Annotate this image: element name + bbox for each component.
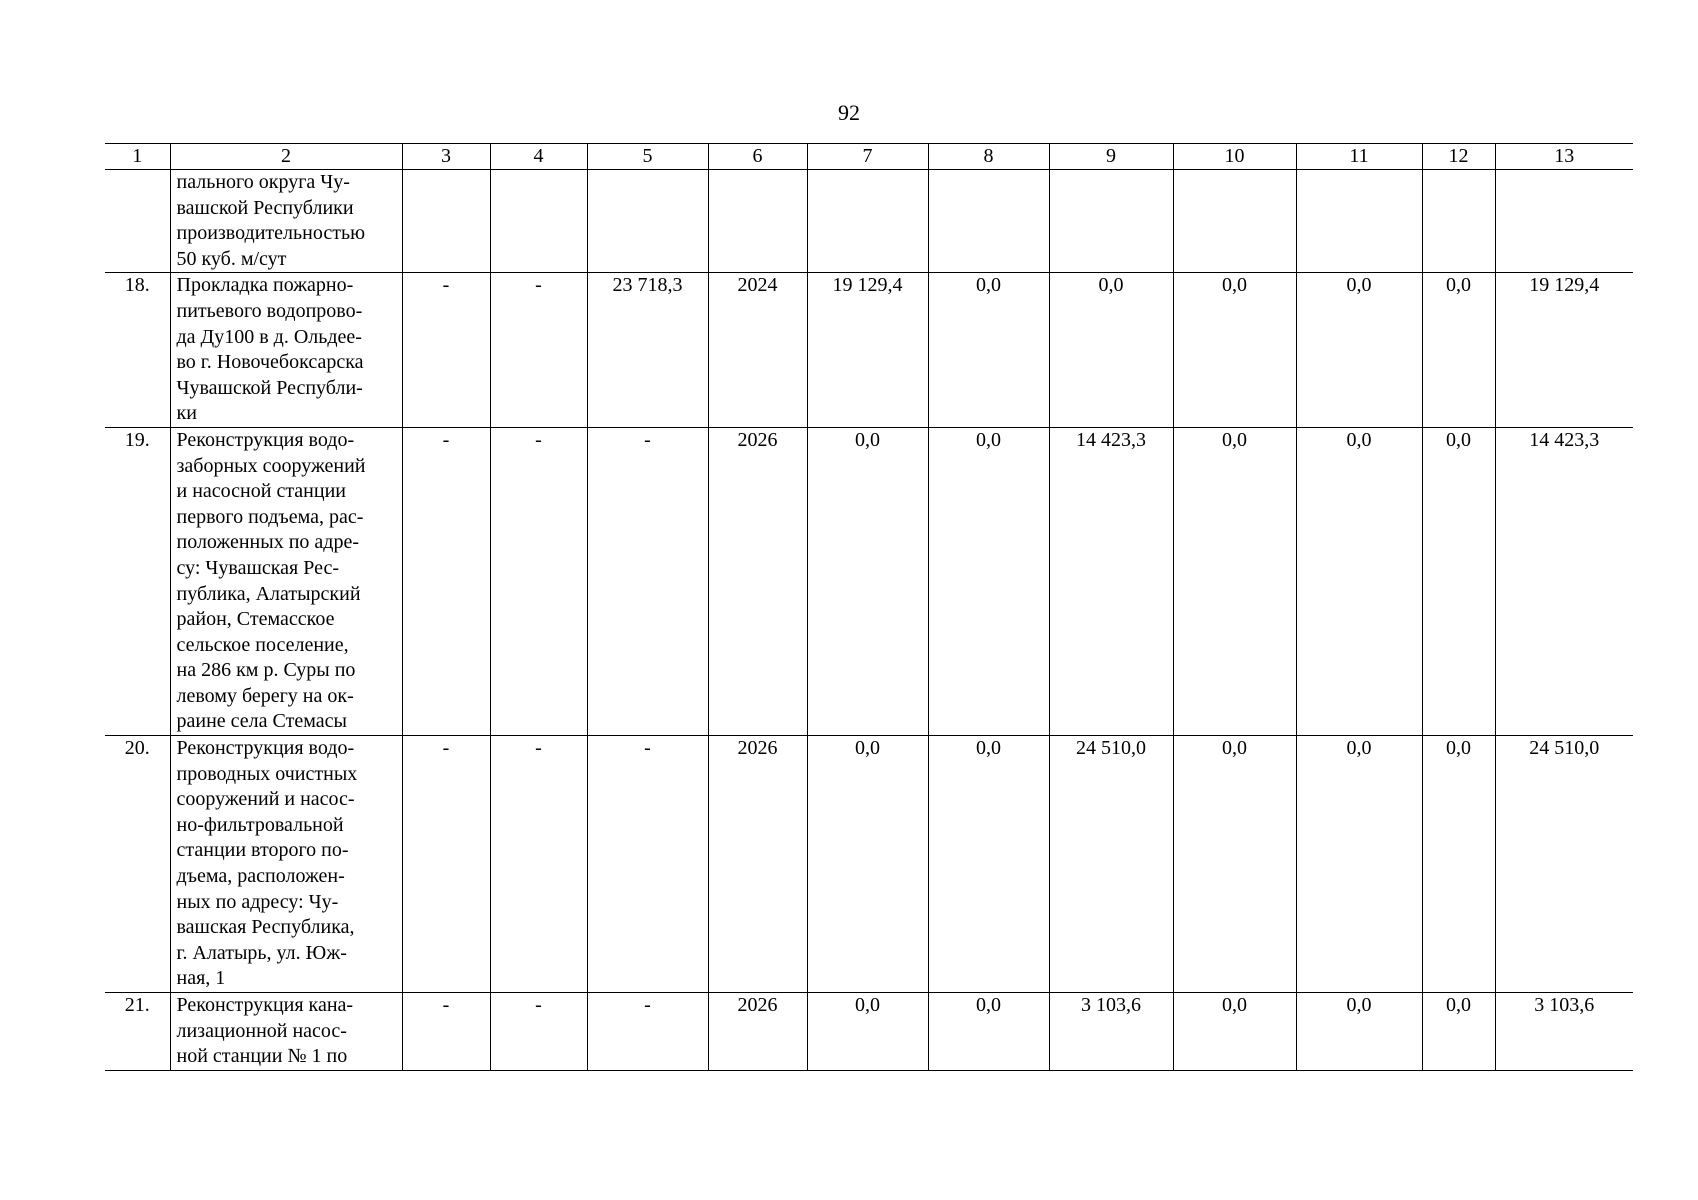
table-cell: 3 103,6 [1495,993,1633,1071]
table-cell [708,170,807,273]
table-cell: - [490,993,587,1071]
description-line: на 286 км р. Суры по [176,659,356,682]
column-header: 8 [928,144,1049,170]
description-line: вашской Республики [176,196,354,219]
description-line: Чувашской Республи- [176,376,363,399]
table-cell: 2026 [708,427,807,735]
description-line: и насосной станции [176,480,346,503]
description-line: первого подъема, рас- [176,505,364,528]
table-cell: 24 510,0 [1495,736,1633,993]
table-cell [1049,170,1173,273]
table-cell: - [402,736,490,993]
column-header: 2 [170,144,402,170]
column-header: 6 [708,144,807,170]
description-cell [170,993,402,1071]
column-header: 1 [105,144,170,170]
table-cell [807,170,928,273]
row-number-cell: 19. [105,427,170,735]
investment-table [105,143,1633,1071]
description-line: Прокладка пожарно- [176,274,354,297]
row-number-cell [105,170,170,273]
table-cell: 0,0 [928,273,1049,428]
table-cell: 0,0 [928,736,1049,993]
table-cell [1495,170,1633,273]
table-cell: 23 718,3 [587,273,708,428]
description-line: г. Алатырь, ул. Юж- [176,941,347,964]
description-line: 50 куб. м/сут [176,247,287,270]
description-cell [170,273,402,428]
description-line: производительностью [176,222,366,245]
description-line: Реконструкция кана- [176,994,354,1016]
description-line: да Ду100 в д. Ольдее- [176,325,362,348]
column-header: 9 [1049,144,1173,170]
description-cell [170,427,402,735]
table-cell: 3 103,6 [1049,993,1173,1071]
description-line: публика, Алатырский [176,582,361,605]
column-header: 7 [807,144,928,170]
table-cell: 0,0 [1173,273,1296,428]
description-line: лизационной насос- [176,1019,347,1042]
description-line: сельское поселение, [176,633,349,656]
row-number-cell: 20. [105,736,170,993]
row-number-cell: 18. [105,273,170,428]
description-line: станции второго по- [176,839,349,862]
table-cell: 2026 [708,993,807,1071]
description-line: питьевого водопрово- [176,299,363,322]
row-number-cell: 21. [105,993,170,1071]
table-cell [1296,170,1422,273]
table-cell: 0,0 [1296,736,1422,993]
table-cell: 0,0 [807,736,928,993]
column-number-row [105,144,1633,170]
description-line: левому берегу на ок- [176,684,354,707]
description-line: ки [176,402,197,425]
column-header: 11 [1296,144,1422,170]
table-cell: 0,0 [928,427,1049,735]
column-header: 13 [1495,144,1633,170]
table-cell: - [587,993,708,1071]
table-cell: 0,0 [1422,736,1495,993]
table-cell: 0,0 [1296,427,1422,735]
description-line: ных по адресу: Чу- [176,890,339,913]
description-line: положенных по адре- [176,531,359,554]
description-line: дъема, расположен- [176,865,345,888]
column-header: 10 [1173,144,1296,170]
table-cell: 19 129,4 [1495,273,1633,428]
description-line: проводных очистных [176,762,358,785]
table-cell [490,170,587,273]
table-cell: 0,0 [1173,427,1296,735]
description-line: вашская Республика, [176,916,355,939]
table-cell: 0,0 [1422,427,1495,735]
table-cell: 0,0 [807,427,928,735]
table-cell: 19 129,4 [807,273,928,428]
description-line: но-фильтровальной [176,813,344,836]
column-header: 12 [1422,144,1495,170]
table-cell: - [587,427,708,735]
description-line: ная, 1 [176,967,226,990]
description-line: Реконструкция водо- [176,737,355,760]
table-cell: 0,0 [1173,736,1296,993]
table-cell: 0,0 [928,993,1049,1071]
table-cell: 14 423,3 [1495,427,1633,735]
table-cell: - [402,427,490,735]
table-row-continuation [105,170,1633,273]
description-line: район, Стемасское [176,608,335,631]
table-cell [1173,170,1296,273]
table-cell [1422,170,1495,273]
table-cell: 0,0 [1173,993,1296,1071]
table-cell: - [490,427,587,735]
description-line: су: Чувашская Рес- [176,556,339,579]
column-header: 4 [490,144,587,170]
table-cell: - [402,993,490,1071]
table-cell: 14 423,3 [1049,427,1173,735]
table-cell: - [587,736,708,993]
table-row [105,273,1633,428]
table-cell: 0,0 [1296,273,1422,428]
table-cell: 2024 [708,273,807,428]
table-cell: 0,0 [1422,993,1495,1071]
description-line: ной станции № 1 по [176,1045,348,1068]
description-line: пального округа Чу- [176,171,350,193]
table-cell: 0,0 [1422,273,1495,428]
table-cell: - [490,736,587,993]
description-line: во г. Новочебоксарска [176,351,364,374]
table-row [105,993,1633,1071]
table-cell: 0,0 [1049,273,1173,428]
table-cell: - [490,273,587,428]
description-line: Реконструкция водо- [176,428,355,451]
description-line: сооружений и насос- [176,788,355,811]
table-cell: 2026 [708,736,807,993]
description-cell [170,170,402,273]
table-cell: 0,0 [1296,993,1422,1071]
table-cell [587,170,708,273]
table-cell: - [402,273,490,428]
description-line: раине села Стемасы [176,710,347,733]
column-header: 3 [402,144,490,170]
table-cell: 0,0 [807,993,928,1071]
table-row [105,427,1633,735]
column-header: 5 [587,144,708,170]
table-cell [928,170,1049,273]
table-cell: 24 510,0 [1049,736,1173,993]
description-line: заборных сооружений [176,454,366,477]
page-number: 92 [838,100,860,125]
description-cell [170,736,402,993]
table-cell [402,170,490,273]
table-row [105,736,1633,993]
